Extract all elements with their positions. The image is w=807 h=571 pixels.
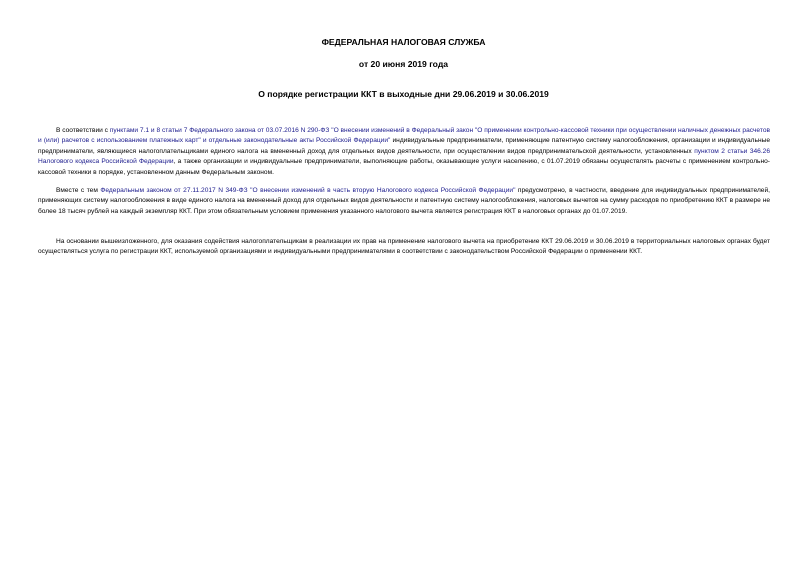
paragraph-text: В соответствии с <box>56 127 110 134</box>
paragraph-text: , а также организации и индивидуальные предприниматели, выполняющие работы, оказывающие услуги населению, с 01.07.2019 обязаны осуществлять расчеты с применением контрольно-кассовой техники в порядке, установленном данным Федеральным законом. <box>38 158 770 176</box>
tax-code-346-26-link[interactable]: пунктом 2 статьи 346.26 Налогового кодекса Российской Федерации <box>38 147 770 166</box>
paragraph-text: индивидуальные предприниматели, применяющие патентную систему налогообложения, организации и индивидуальные предприниматели, являющиеся налогоплательщиками единого налога на вмененный доход для отдельных видов деятельности, при осуществлении видов предпринимательской деятельности, установленных <box>38 137 770 155</box>
document-title: О порядке регистрации ККТ в выходные дни 29.06.2019 и 30.06.2019 <box>258 89 549 99</box>
paragraph-text: предусмотрено, в частности, введение для индивидуальных предпринимателей, применяющих систему налогообложения в виде единого налога на вмененный доход для отдельных видов деятельности и патентную систему налогообложения, налоговых вычетов на сумму расходов по приобретению ККТ в размере не более 18 тысяч рублей на каждый экземпляр ККТ. При этом обязательным условием применения указанного налогового вычета является регистрация ККТ в налоговых органах до 01.07.2019. <box>38 187 770 215</box>
paragraph-text: Вместе с тем <box>56 187 101 194</box>
law-349-fz-link[interactable]: Федеральным законом от 27.11.2017 N 349-ФЗ "О внесении изменений в часть вторую Налогового кодекса Российской Федерации" <box>100 187 516 194</box>
paragraph-1 <box>38 126 770 178</box>
paragraph-text: На основании вышеизложенного, для оказания содействия налогоплательщикам в реализации их прав на применение налогового вычета на приобретение ККТ 29.06.2019 и 30.06.2019 в территориальных налоговых органах будет осуществляться услуга по регистрации ККТ, используемой организациями и индивидуальными предпринимателями в соответствии с законодательством Российской Федерации о применении ККТ. <box>38 238 770 256</box>
paragraph-2 <box>38 186 770 217</box>
agency-name: ФЕДЕРАЛЬНАЯ НАЛОГОВАЯ СЛУЖБА <box>321 37 486 47</box>
document-date: от 20 июня 2019 года <box>358 59 449 69</box>
law-290-fz-link[interactable]: пунктами 7.1 и 8 статьи 7 Федерального закона от 03.07.2016 N 290-ФЗ "О внесении изменений в Федеральный закон "О применении контрольно-кассовой техники при осуществлении наличных денежных расчетов и (или) расчетов с использованием платежных карт" и отдельные законодательные акты Российской Федерации" <box>38 127 770 145</box>
paragraph-3 <box>38 237 770 258</box>
